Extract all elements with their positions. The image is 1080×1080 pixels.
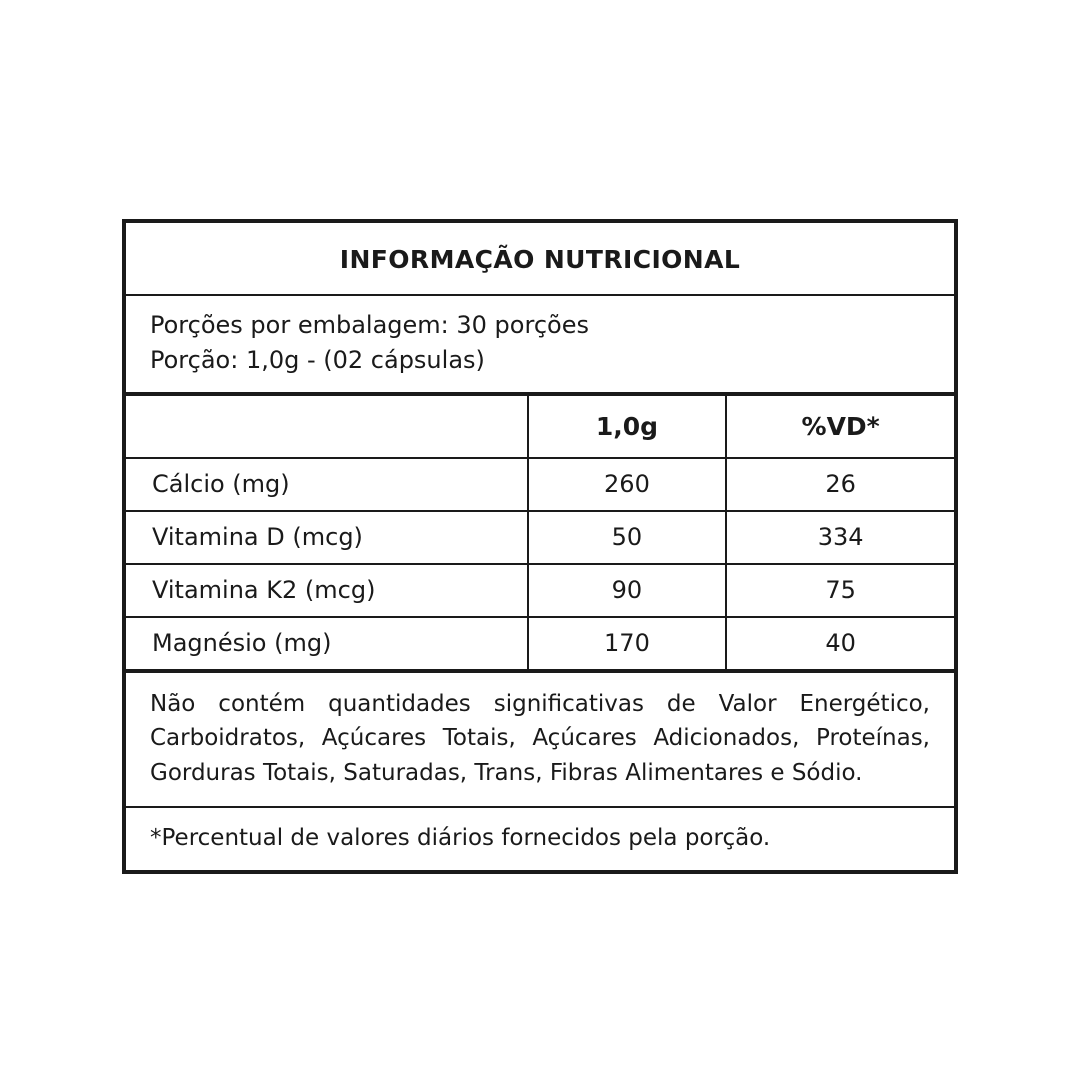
serving-info [126,296,954,396]
nutrient-daily-value: 26 [726,458,954,511]
nutrient-daily-value: 40 [726,617,954,671]
nutrition-facts-panel [122,219,958,874]
nutrient-amount: 170 [528,617,727,671]
nutrition-table [126,396,954,673]
nutrient-amount: 50 [528,511,727,564]
table-row [126,511,954,564]
table-row [126,617,954,671]
serving-size: Porção: 1,0g - (02 cápsulas) [150,345,485,374]
daily-value-footnote: *Percentual de valores diários fornecidos pela porção. [150,825,771,852]
column-header-daily-value: %VD* [726,396,954,458]
table-row [126,458,954,511]
nutrient-name: Magnésio (mg) [126,617,528,671]
column-header-amount: 1,0g [528,396,727,458]
nutrient-amount: 90 [528,564,727,617]
servings-per-package: Porções por embalagem: 30 porções [150,311,589,339]
nutrient-daily-value: 75 [726,564,954,617]
insignificant-amounts-note [126,673,954,809]
column-header-nutrient [126,396,528,458]
nutrient-name: Vitamina D (mcg) [126,511,528,564]
nutrient-name: Cálcio (mg) [126,458,528,511]
panel-title: INFORMAÇÃO NUTRICIONAL [126,223,954,296]
nutrient-daily-value: 334 [726,511,954,564]
note-text: Não contém quantidades significativas de Valor Energético, Carboidratos, Açúcares Totais, Açúcares Adicionados, Proteínas, Gorduras Totais, Saturadas, Trans, Fibras Alimentares e Sódio. [150,690,930,786]
table-header-row [126,396,954,458]
nutrient-amount: 260 [528,458,727,511]
nutrient-name: Vitamina K2 (mcg) [126,564,528,617]
table-row [126,564,954,617]
